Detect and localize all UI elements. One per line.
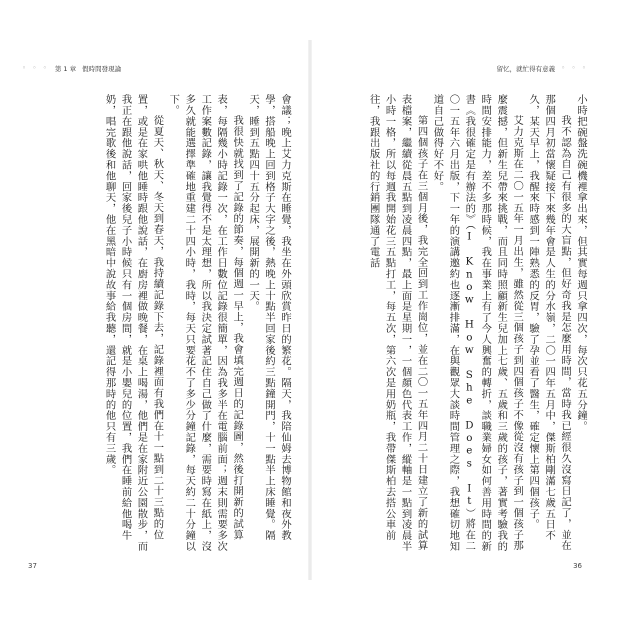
- page-number: 36: [573, 562, 582, 570]
- paragraph: 我不認為自己有很多的大盲點，但好奇我是怎麼用時間，當時我已經很久沒寫日記了，並在那個四月初當懷疑接下來幾年會是人生的分水嶺，二〇一四年五月中，傑斯柏剛滿七歲五日不久，某天早上，我醒來時感到一陣熟悉的反胃，驗了孕並看了醫生，確定懷上第四個孩子。: [527, 94, 572, 551]
- paragraph: 從夏天、秋天、冬天到春天，我持續記錄下去，記錄裡面有我們在十一點到二十三點的位置，或是在家哄他睡時跟他說話，在廚房裡做晚餐，在桌上喝湯，他們是在家附近公園散步，而我正在跟他說話，回家後兒子小時候只有一個房間，就是小嬰兒的位置，我們在睡前給他喝牛奶，唱完歌後和他聊天，他在黑暗中說故事給我聽，還記得那時的他只有三歲。: [103, 94, 164, 552]
- paragraph: 會議；晚上艾力克斯在睡覺，我坐在外頭欣賞昨日的繁花。隔天，我陪仙姆去博物館和夜外教學，搭船晚上回到格子大字之後，熱晚上十點半回家後約三點鐘開門，十一點半上床睡覺。隔天，睡到五點四十五分起床，展開新的一天。: [247, 94, 291, 541]
- header-ornament: ◦ ◦ ◦: [22, 64, 49, 72]
- paragraph: 小時把碗盤洗碗機裡拿出來，但其實每週只拿四次，每次只花五分鐘。: [575, 94, 587, 432]
- header-ornament: ◦ ◦ ◦: [561, 64, 588, 72]
- right-page-body: [318, 94, 588, 554]
- chapter-label: 第 1 章: [54, 64, 77, 73]
- right-page: [318, 60, 588, 600]
- paragraph: 第四個孩子在三個月後，我完全回到工作崗位，並在二〇一五年四月二十日建立了新的試算表檔案，繼續從晨五點到凌晨四點，最上面是星期一，一個顏色代表工作，縱軸是一點到凌晨半小時一格，所以每週我開始花三五點打工，每五次，第六次是用奶瓶，我帶傑斯柏去搭公車前往，我跟出版社的行銷團隊通了電話: [367, 94, 428, 552]
- page-gutter: [308, 40, 312, 580]
- running-header-right: [318, 60, 588, 76]
- paragraph: 艾力克斯在二〇一五年一月出生，雖然從三個孩子到四個孩子不像從沒有孩子到一個孩子那麼震撼，但新生兒帶來挑戰，而且同時照顧新生兒加上七歲、五歲和三歲的孩子，著實考驗我的時間安排能力，差不多那時候，我在事業上有了今人興奮的轉折，談職業婦女如何善用時間的新書《我很確定是有辦法的》（I Know How She Does It）將在二〇一五年六月出版，下一年的演講邀約也逐漸排滿，在與觀眾大談時間管理之際，我想確切地知道自己做得好不好。: [431, 94, 524, 552]
- running-header-left: [22, 60, 292, 76]
- section-title: 假時間發現論: [82, 64, 122, 73]
- section-title: 留忆，就忙得有意義: [496, 64, 556, 73]
- left-page: [22, 60, 292, 600]
- page-number: 37: [28, 562, 37, 570]
- left-page-body: [22, 94, 292, 554]
- paragraph: 我很快就找到了記錄的節奏，每個週一早上，我會填完週日的記錄圖，然後打開新的試算表，每隔幾小時記錄一次，在工作日數位記錄很簡單，因為我多半在電腦前面；週末則需要多次工作案數記錄，讓我覺得不是太理想，所以我決定試著記住自己做了什麼，需要時寫在紙上，沒多久就能選擇準確地重建二十四小時，我時，每天只要花不了多少分鐘記錄，每天約二十分鐘以下。: [167, 94, 244, 552]
